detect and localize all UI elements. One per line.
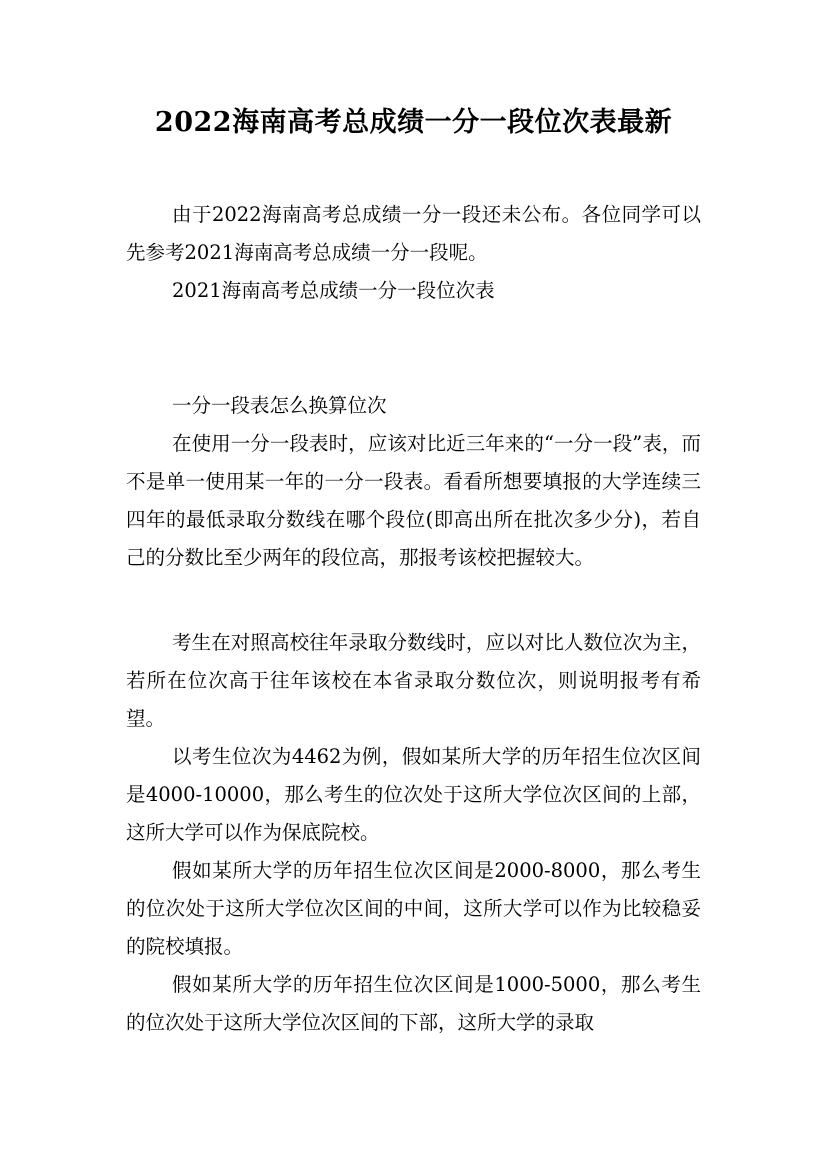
paragraph-example-stable: 假如某所大学的历年招生位次区间是2000-8000，那么考生的位次处于这所大学位次区间的中间，这所大学可以作为比较稳妥的院校填报。 bbox=[126, 859, 701, 958]
paragraph-example-risk: 假如某所大学的历年招生位次区间是1000-5000，那么考生的位次处于这所大学位次区间的下部，这所大学的录取 bbox=[126, 973, 701, 1034]
paragraph-table-caption: 2021海南高考总成绩一分一段位次表 bbox=[172, 279, 495, 302]
paragraph-usage: 在使用一分一段表时，应该对比近三年来的“一分一段”表，而不是单一使用某一年的一分一段表。看看所想要填报的大学连续三四年的最低录取分数线在哪个段位(即高出所在批次多少分)，若自己的分数比至少两年的段位高，那报考该校把握较大。 bbox=[126, 432, 701, 569]
paragraph-comparison: 考生在对照高校往年录取分数线时，应以对比人数位次为主，若所在位次高于往年该校在本省录取分数位次，则说明报考有希望。 bbox=[126, 631, 701, 730]
paragraph-example-safe: 以考生位次为4462为例，假如某所大学的历年招生位次区间是4000-10000，那么考生的位次处于这所大学位次区间的上部，这所大学可以作为保底院校。 bbox=[126, 745, 701, 844]
document-title: 2022海南高考总成绩一分一段位次表最新 bbox=[154, 107, 673, 138]
section-heading: 一分一段表怎么换算位次 bbox=[172, 394, 387, 417]
paragraph-intro: 由于2022海南高考总成绩一分一段还未公布。各位同学可以先参考2021海南高考总成绩一分一段呢。 bbox=[126, 203, 701, 264]
